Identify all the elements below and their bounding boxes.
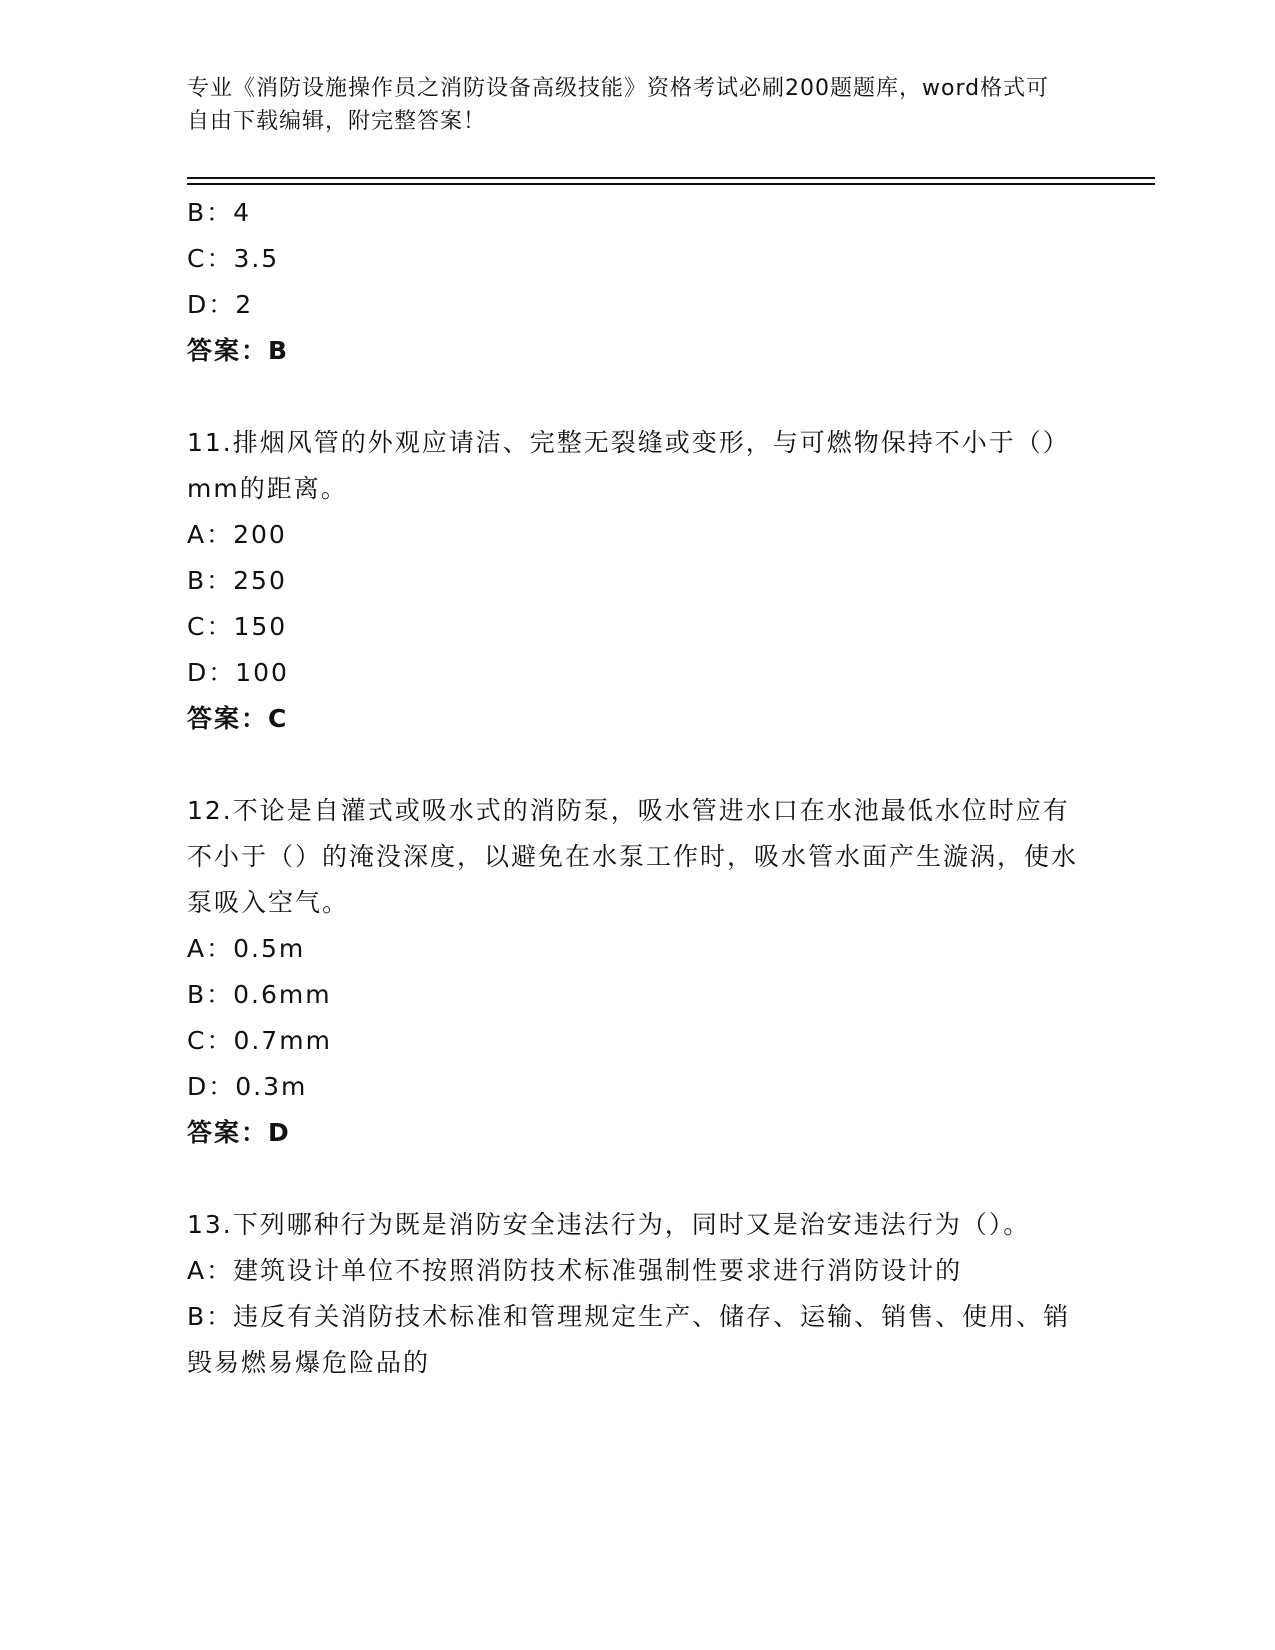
page-header: 专业《消防设施操作员之消防设备高级技能》资格考试必刷200题题库，word格式可自由下载编辑，附完整答案！ (187, 76, 1050, 134)
header-divider (187, 177, 1155, 179)
option: B：0.6mm (187, 980, 332, 1009)
option: B：违反有关消防技术标准和管理规定生产、储存、运输、销售、使用、销毁易燃易爆危险品的 (187, 1302, 1071, 1377)
option: A：建筑设计单位不按照消防技术标准强制性要求进行消防设计的 (187, 1256, 963, 1285)
answer: 答案：D (187, 1118, 291, 1147)
option: D：0.3m (187, 1072, 308, 1101)
question-block (187, 1202, 1087, 1386)
option: D：100 (187, 658, 289, 687)
option: A：0.5m (187, 934, 306, 963)
question-text: 13.下列哪种行为既是消防安全违法行为，同时又是治安违法行为（）。 (187, 1210, 1031, 1239)
question-block (187, 420, 1087, 742)
option: A：200 (187, 520, 287, 549)
option: C：3.5 (187, 244, 280, 273)
answer: 答案：B (187, 336, 290, 365)
question-text: 12.不论是自灌式或吸水式的消防泵，吸水管进水口在水池最低水位时应有不小于（）的淹没深度，以避免在水泵工作时，吸水管水面产生漩涡，使水泵吸入空气。 (187, 796, 1079, 917)
prev-question-block (187, 190, 1087, 374)
question-block (187, 788, 1087, 1156)
option: C：150 (187, 612, 288, 641)
option: C：0.7mm (187, 1026, 332, 1055)
option: B：250 (187, 566, 287, 595)
header-divider-secondary (187, 183, 1155, 185)
option: D：2 (187, 290, 254, 319)
option: B：4 (187, 198, 252, 227)
question-text: 11.排烟风管的外观应请洁、完整无裂缝或变形，与可燃物保持不小于（）mm的距离。 (187, 428, 1070, 503)
question-content (187, 190, 1087, 1386)
answer: 答案：C (187, 704, 289, 733)
